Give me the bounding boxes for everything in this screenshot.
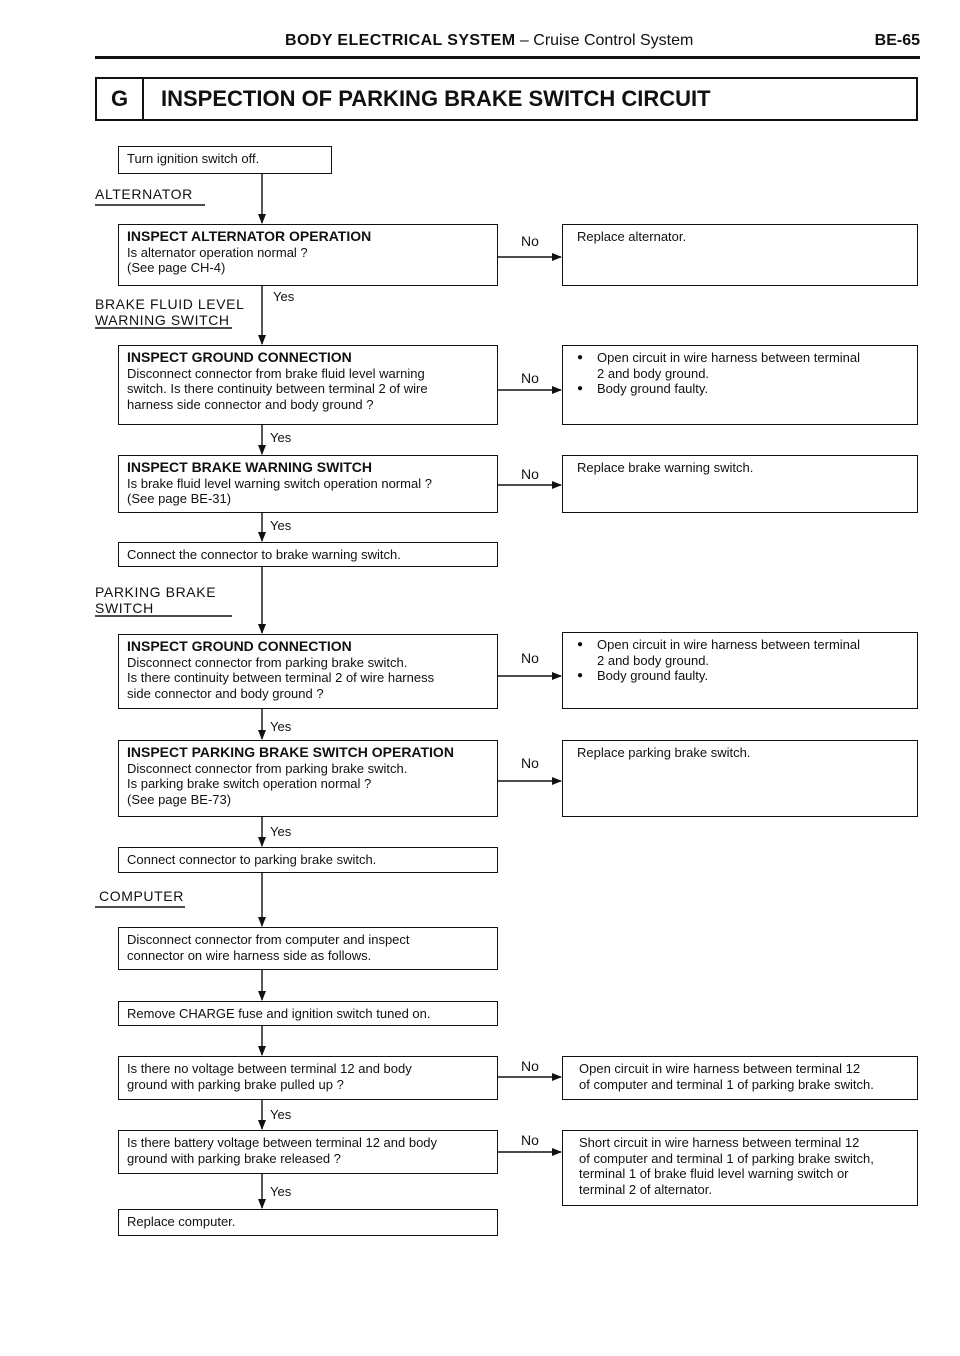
label-yes: Yes — [273, 289, 295, 304]
result-open-circuit-1: ● Open circuit in wire harness between terminal 2 and body ground. ● Body ground faulty. — [562, 345, 918, 425]
label-yes: Yes — [270, 430, 292, 445]
page-number: BE-65 — [874, 32, 920, 49]
side-label-alternator: ALTERNATOR — [95, 186, 193, 202]
label-yes: Yes — [270, 1107, 292, 1122]
step-inspect-ground-brake-fluid: INSPECT GROUND CONNECTION Disconnect connector from brake fluid level warning switch. Is there continuity between terminal 2 of wire harness side connector and body ground ? — [118, 345, 498, 425]
step-remove-charge-fuse: Remove CHARGE fuse and ignition switch tuned on. — [118, 1001, 498, 1026]
header-separator: – — [515, 32, 534, 49]
step-disconnect-computer: Disconnect connector from computer and inspect connector on wire harness side as follows. — [118, 927, 498, 970]
result-replace-parking-brake-switch: Replace parking brake switch. — [562, 740, 918, 817]
label-no: No — [521, 1132, 539, 1148]
result-bullet: ● Open circuit in wire harness between terminal — [575, 350, 903, 366]
label-no: No — [521, 650, 539, 666]
step-connect-brake-warning-switch: Connect the connector to brake warning switch. — [118, 542, 498, 567]
step-connect-parking-switch: Connect connector to parking brake switch. — [118, 847, 498, 873]
step-turn-ignition-off: Turn ignition switch off. — [118, 146, 332, 174]
label-yes: Yes — [270, 824, 292, 839]
label-yes: Yes — [270, 1184, 292, 1199]
label-no: No — [521, 755, 539, 771]
result-open-circuit-2: ● Open circuit in wire harness between terminal 2 and body ground. ● Body ground faulty. — [562, 632, 918, 709]
result-short-circuit: Short circuit in wire harness between terminal 12 of computer and terminal 1 of parking brake switch, terminal 1 of brake fluid level warning switch or terminal 2 of alternator. — [562, 1130, 918, 1206]
step-inspect-brake-warning-switch: INSPECT BRAKE WARNING SWITCH Is brake fluid level warning switch operation normal ? (See page BE-31) — [118, 455, 498, 513]
header-system: BODY ELECTRICAL SYSTEM — [285, 32, 516, 49]
label-no: No — [521, 1058, 539, 1074]
step-inspect-ground-parking: INSPECT GROUND CONNECTION Disconnect connector from parking brake switch. Is there continuity between terminal 2 of wire harness side connector and body ground ? — [118, 634, 498, 709]
step-inspect-alternator: INSPECT ALTERNATOR OPERATION Is alternator operation normal ? (See page CH-4) — [118, 224, 498, 286]
step-check-no-voltage: Is there no voltage between terminal 12 and body ground with parking brake pulled up ? — [118, 1056, 498, 1100]
label-yes: Yes — [270, 518, 292, 533]
header-subsystem: Cruise Control System — [533, 32, 694, 49]
result-replace-alternator: Replace alternator. — [562, 224, 918, 286]
section-title: INSPECTION OF PARKING BRAKE SWITCH CIRCUIT — [161, 86, 711, 111]
side-label-parking-brake: PARKING BRAKE SWITCH — [95, 584, 217, 616]
label-no: No — [521, 233, 539, 249]
result-bullet: ● Open circuit in wire harness between terminal — [575, 637, 903, 653]
label-no: No — [521, 466, 539, 482]
label-no: No — [521, 370, 539, 386]
result-replace-brake-warning-switch: Replace brake warning switch. — [562, 455, 918, 513]
side-label-brake-fluid: BRAKE FLUID LEVEL WARNING SWITCH — [95, 296, 245, 328]
result-bullet: ● Body ground faulty. — [575, 668, 903, 684]
side-label-computer: COMPUTER — [99, 888, 184, 904]
step-inspect-parking-switch-operation: INSPECT PARKING BRAKE SWITCH OPERATION Disconnect connector from parking brake switch. Is parking brake switch operation normal ? (See page BE-73) — [118, 740, 498, 817]
section-letter: G — [97, 79, 144, 119]
result-open-circuit-terminal-12: Open circuit in wire harness between terminal 12 of computer and terminal 1 of parking brake switch. — [562, 1056, 918, 1100]
label-yes: Yes — [270, 719, 292, 734]
step-check-battery-voltage: Is there battery voltage between terminal 12 and body ground with parking brake released ? — [118, 1130, 498, 1174]
result-bullet: ● Body ground faulty. — [575, 381, 903, 397]
step-replace-computer: Replace computer. — [118, 1209, 498, 1236]
